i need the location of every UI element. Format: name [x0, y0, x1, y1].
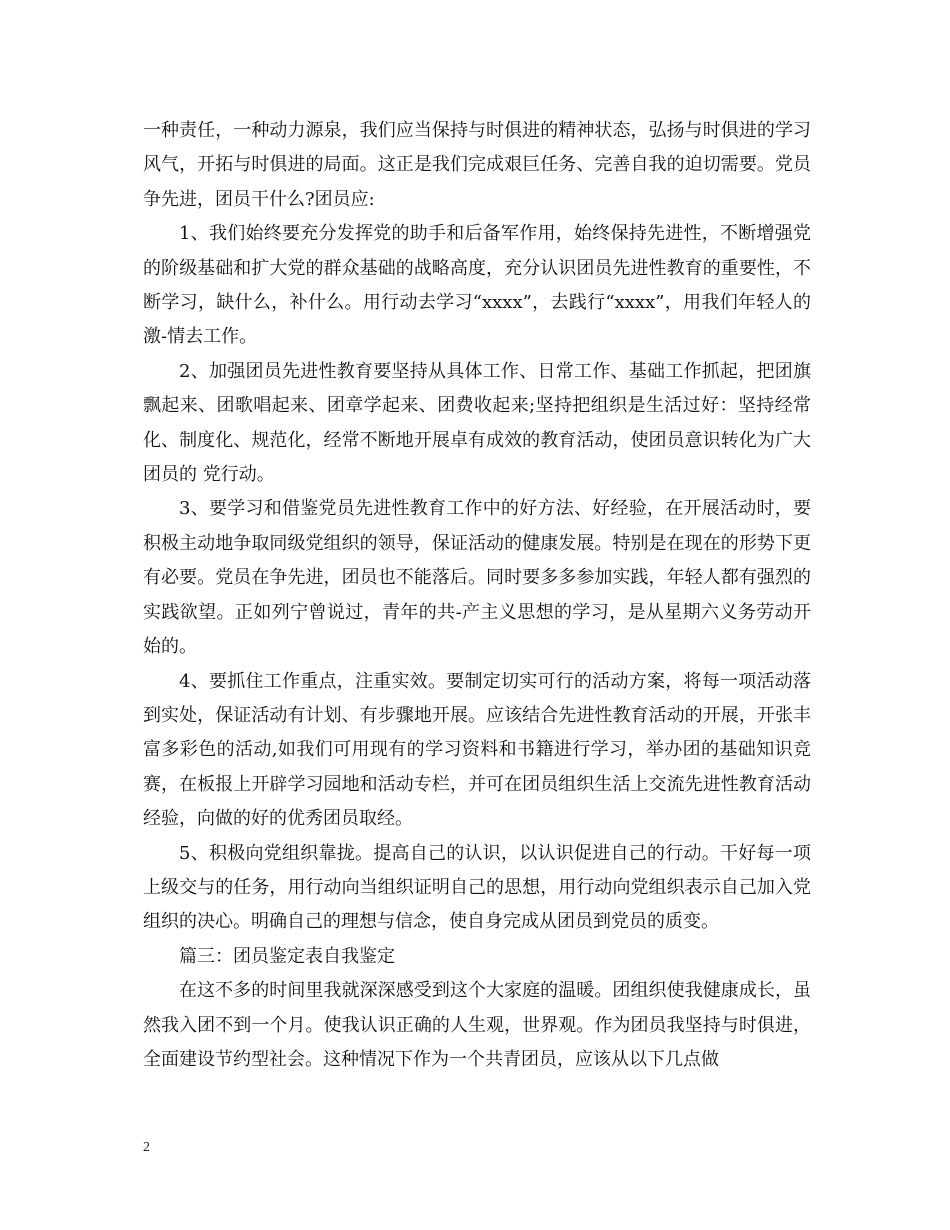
- paragraph-item-3: 3、要学习和借鉴党员先进性教育工作中的好方法、好经验，在开展活动时，要积极主动地争取同级党组织的领导，保证活动的健康发展。特别是在现在的形势下更有必要。党员在争先进，团员也不能落后。同时要多多参加实践，年轻人都有强烈的实践欲望。正如列宁曾说过，青年的共-产主义思想的学习，是从星期六义务劳动开始的。: [143, 498, 811, 658]
- section-paragraph: 在这不多的时间里我就深深感受到这个大家庭的温暖。团组织使我健康成长，虽然我入团不到一个月。使我认识正确的人生观，世界观。作为团员我坚持与时俱进，全面建设节约型社会。这种情况下作为一个共青团员，应该从以下几点做: [143, 980, 811, 1070]
- paragraph-intro: 一种责任，一种动力源泉，我们应当保持与时俱进的精神状态，弘扬与时俱进的学习风气，开拓与时俱进的局面。这正是我们完成艰巨任务、完善自我的迫切需要。党员争先进，团员干什么?团员应:: [143, 120, 811, 210]
- paragraph-item-5: 5、积极向党组织靠拢。提高自己的认识，以认识促进自己的行动。干好每一项上级交与的任务，用行动向当组织证明自己的思想，用行动向党组织表示自己加入党组织的决心。明确自己的理想与信念，使自身完成从团员到党员的质变。: [143, 842, 811, 933]
- section-title: 篇三：团员鉴定表自我鉴定: [179, 945, 395, 967]
- paragraph-item-2: 2、加强团员先进性教育要坚持从具体工作、日常工作、基础工作抓起，把团旗飘起来、团歌唱起来、团章学起来、团费收起来;坚持把组织是生活过好：坚持经常化、制度化、规范化，经常不断地开展卓有成效的教育活动，使团员意识转化为广大团员的 党行动。: [143, 360, 811, 486]
- document-body: [143, 114, 811, 1077]
- page-number: 2: [143, 1140, 150, 1155]
- paragraph-item-1: 1、我们始终要充分发挥党的助手和后备军作用，始终保持先进性，不断增强党的阶级基础和扩大党的群众基础的战略高度，充分认识团员先进性教育的重要性，不断学习，缺什么，补什么。用行动去学习“xxxx”，去践行“xxxx”，用我们年轻人的激-情去工作。: [143, 223, 811, 348]
- paragraph-item-4: 4、要抓住工作重点，注重实效。要制定切实可行的活动方案，将每一项活动落到实处，保证活动有计划、有步骤地开展。应该结合先进性教育活动的开展，开张丰富多彩色的活动,如我们可用现有的学习资料和书籍进行学习，举办团的基础知识竞赛，在板报上开辟学习园地和活动专栏，并可在团员组织生活上交流先进性教育活动经验，向做的好的优秀团员取经。: [143, 670, 811, 830]
